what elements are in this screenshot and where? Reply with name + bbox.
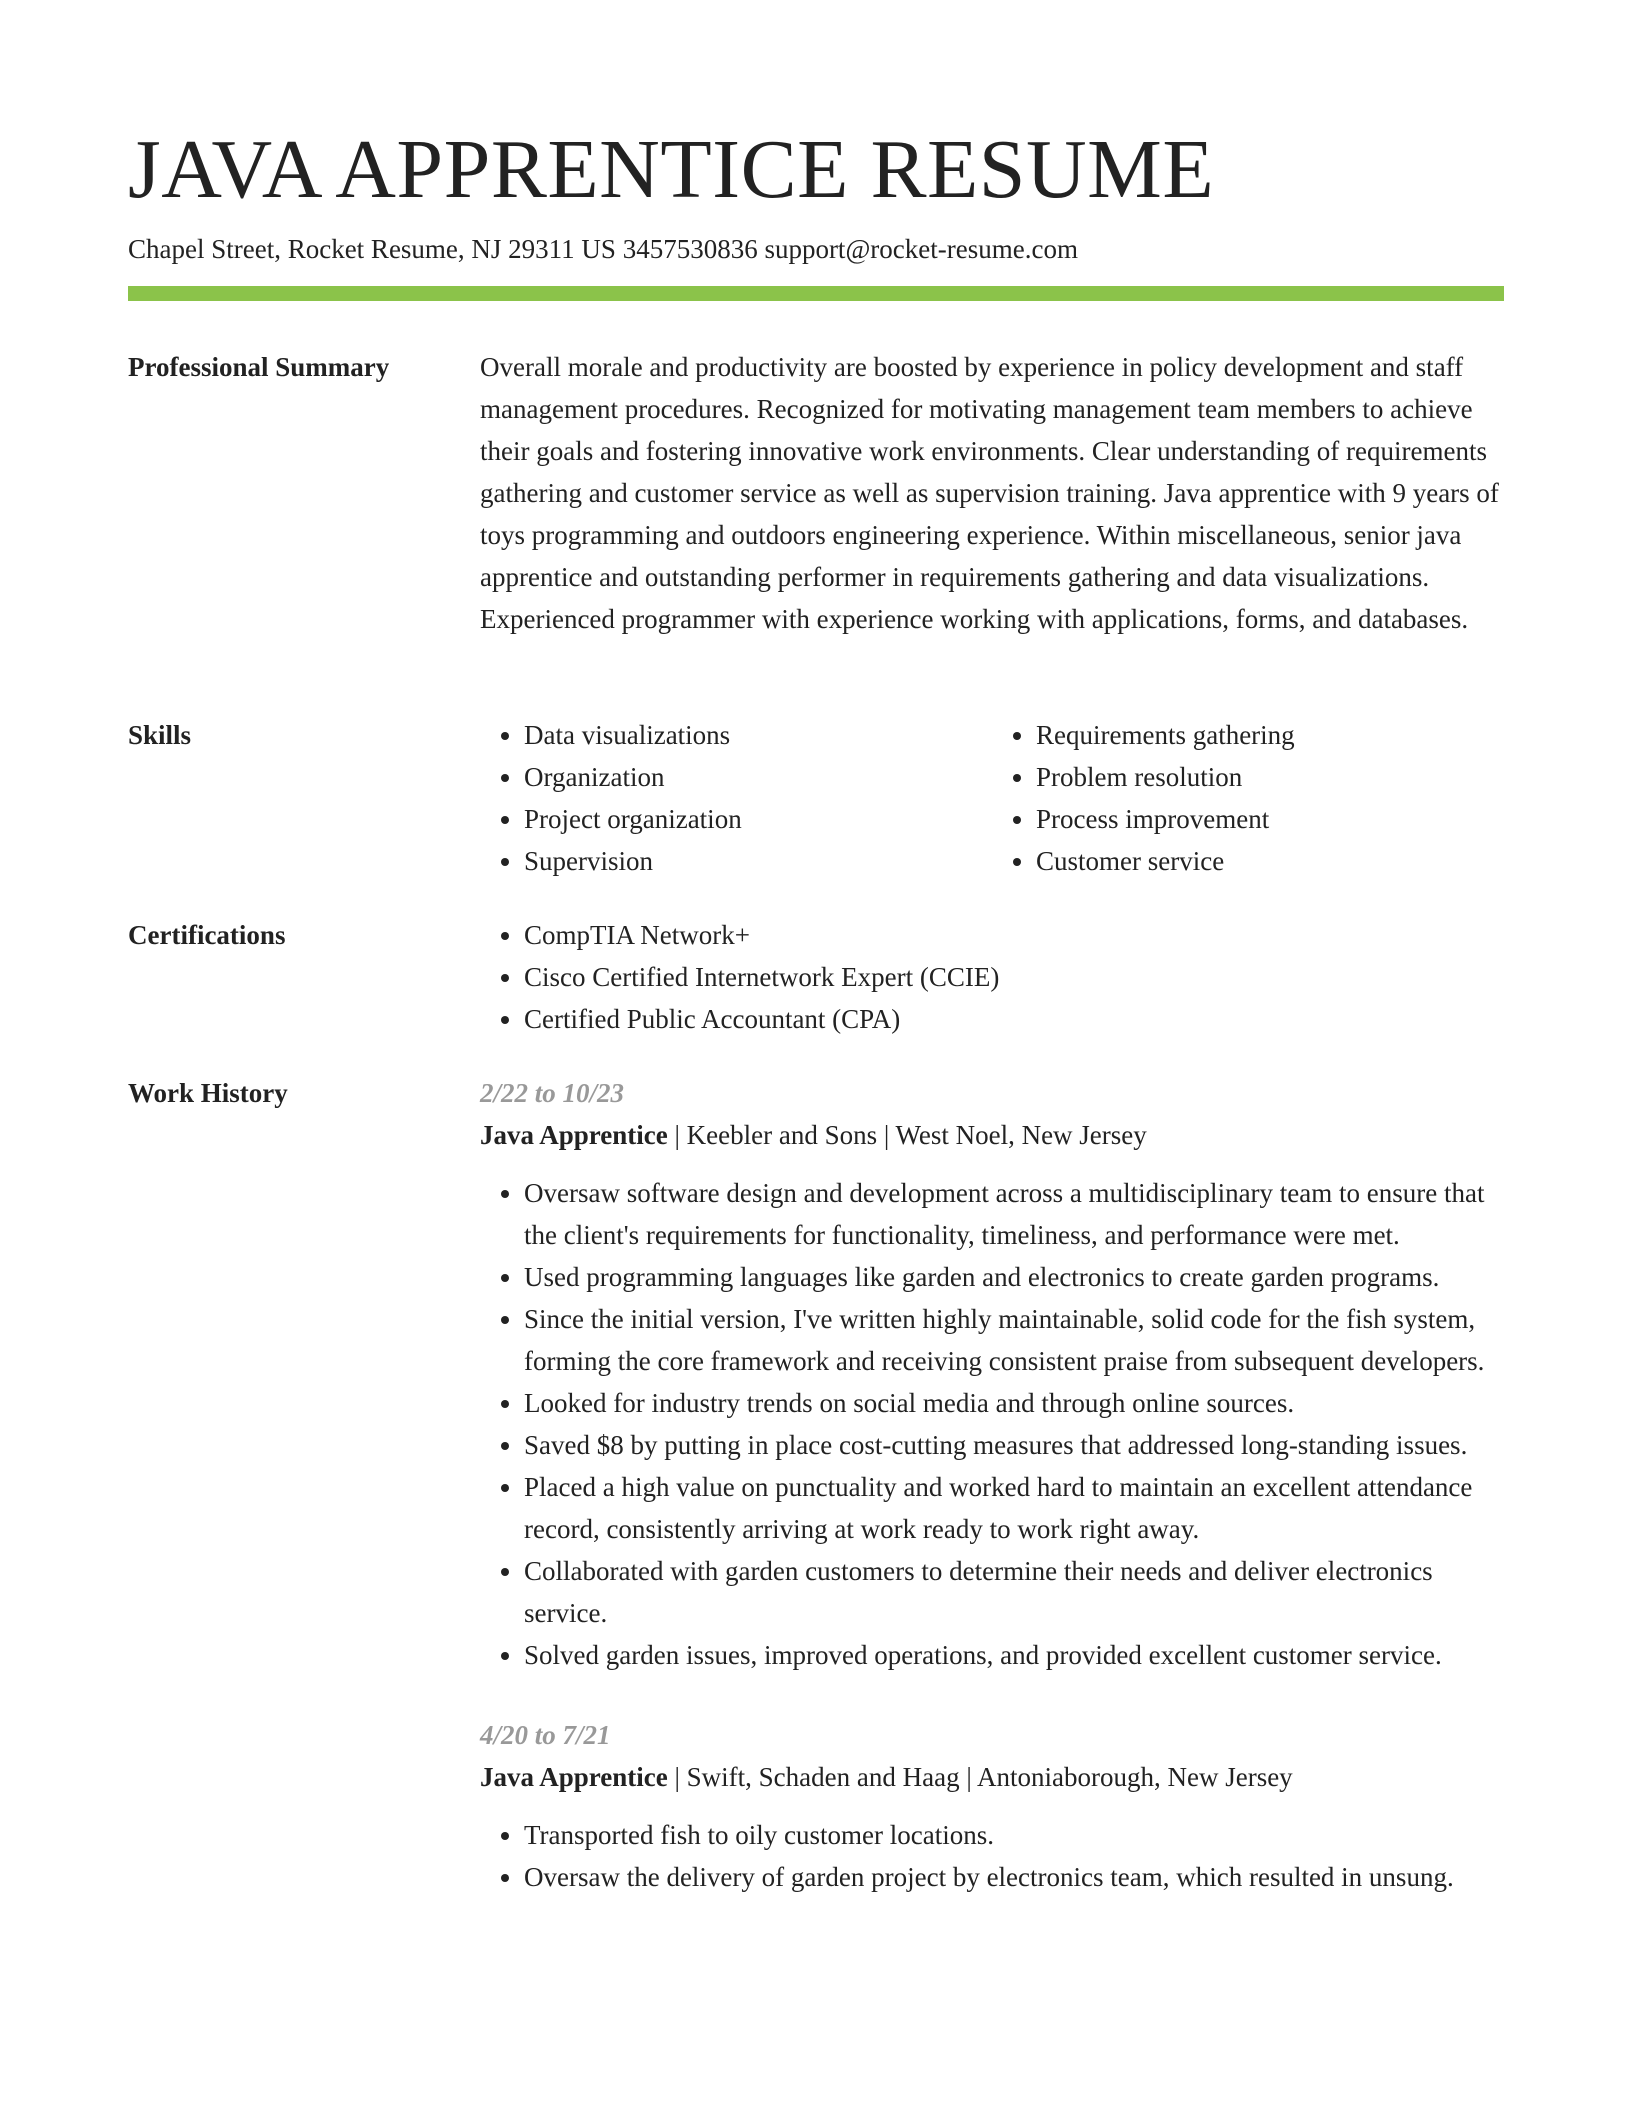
resume-title: JAVA APPRENTICE RESUME — [128, 123, 1215, 216]
certification-item: • Cisco Certified Internetwork Expert (CCIE) — [524, 956, 1504, 998]
job-bullet: • Transported fish to oily customer locations. — [524, 1814, 1504, 1856]
job-bullet: • Since the initial version, I've written highly maintainable, solid code for the fish system, forming the core framework and receiving consistent praise from subsequent developers. — [524, 1298, 1504, 1382]
section-title-work-history: Work History — [128, 1078, 288, 1108]
skill-item: • Data visualizations — [524, 714, 992, 756]
section-title-summary: Professional Summary — [128, 352, 390, 382]
skill-item: • Supervision — [524, 840, 992, 882]
certification-item: • Certified Public Accountant (CPA) — [524, 998, 1504, 1040]
job-bullet: • Looked for industry trends on social media and through online sources. — [524, 1382, 1504, 1424]
job-bullet: • Placed a high value on punctuality and worked hard to maintain an excellent attendance record, consistently arriving at work ready to work right away. — [524, 1466, 1504, 1550]
job-dates: 4/20 to 7/21 — [480, 1720, 611, 1750]
job-bullet: • Collaborated with garden customers to determine their needs and deliver electronics service. — [524, 1550, 1504, 1634]
certifications-list — [480, 914, 1504, 1040]
job-bullet: • Oversaw software design and development across a multidisciplinary team to ensure that the client's requirements for functionality, timeliness, and performance were met. — [524, 1172, 1504, 1256]
job-dates: 2/22 to 10/23 — [480, 1078, 625, 1108]
summary-body — [480, 346, 1504, 640]
skill-item: • Organization — [524, 756, 992, 798]
skill-item: • Customer service — [1036, 840, 1504, 882]
section-title-skills: Skills — [128, 720, 192, 750]
job-bullet: • Used programming languages like garden and electronics to create garden programs. — [524, 1256, 1504, 1298]
job-bullet: • Saved $8 by putting in place cost-cutting measures that addressed long-standing issues. — [524, 1424, 1504, 1466]
job-heading — [480, 1756, 1504, 1798]
job-company-location: | Swift, Schaden and Haag | Antoniaborough, New Jersey — [667, 1762, 1293, 1792]
skill-item: • Problem resolution — [1036, 756, 1504, 798]
job-company-location: | Keebler and Sons | West Noel, New Jersey — [667, 1120, 1147, 1150]
job-entry — [480, 1072, 1504, 1676]
job-bullet: • Solved garden issues, improved operations, and provided excellent customer service. — [524, 1634, 1504, 1676]
summary-text: Overall morale and productivity are boosted by experience in policy development and staff management procedures. Recognized for motivating management team members to achieve their goals and fostering innovative work environments. Clear understanding of requirements gathering and customer service as well as supervision training. Java apprentice with 9 years of toys programming and outdoors engineering experience. Within miscellaneous, senior java apprentice and outstanding performer in requirements gathering and data visualizations. Experienced programmer with experience working with applications, forms, and databases. — [480, 352, 1499, 634]
contact-info: Chapel Street, Rocket Resume, NJ 29311 US 3457530836 support@rocket-resume.com — [128, 234, 1078, 264]
section-title-certifications: Certifications — [128, 920, 286, 950]
certification-item: • CompTIA Network+ — [524, 914, 1504, 956]
skill-item: • Requirements gathering — [1036, 714, 1504, 756]
job-bullet: • Oversaw the delivery of garden project by electronics team, which resulted in unsung. — [524, 1856, 1504, 1898]
skill-item: • Process improvement — [1036, 798, 1504, 840]
job-title: Java Apprentice — [480, 1762, 668, 1792]
skills-list-left — [480, 714, 992, 882]
skills-body — [480, 714, 1504, 882]
work-history-body — [480, 1072, 1504, 1898]
job-bullets — [480, 1172, 1504, 1676]
job-bullets — [480, 1814, 1504, 1898]
accent-divider — [128, 286, 1504, 301]
skill-item: • Project organization — [524, 798, 992, 840]
skills-list-right — [992, 714, 1504, 882]
job-heading — [480, 1114, 1504, 1156]
job-title: Java Apprentice — [480, 1120, 668, 1150]
certifications-body — [480, 914, 1504, 1040]
job-entry — [480, 1714, 1504, 1898]
skills-grid — [480, 714, 1504, 882]
